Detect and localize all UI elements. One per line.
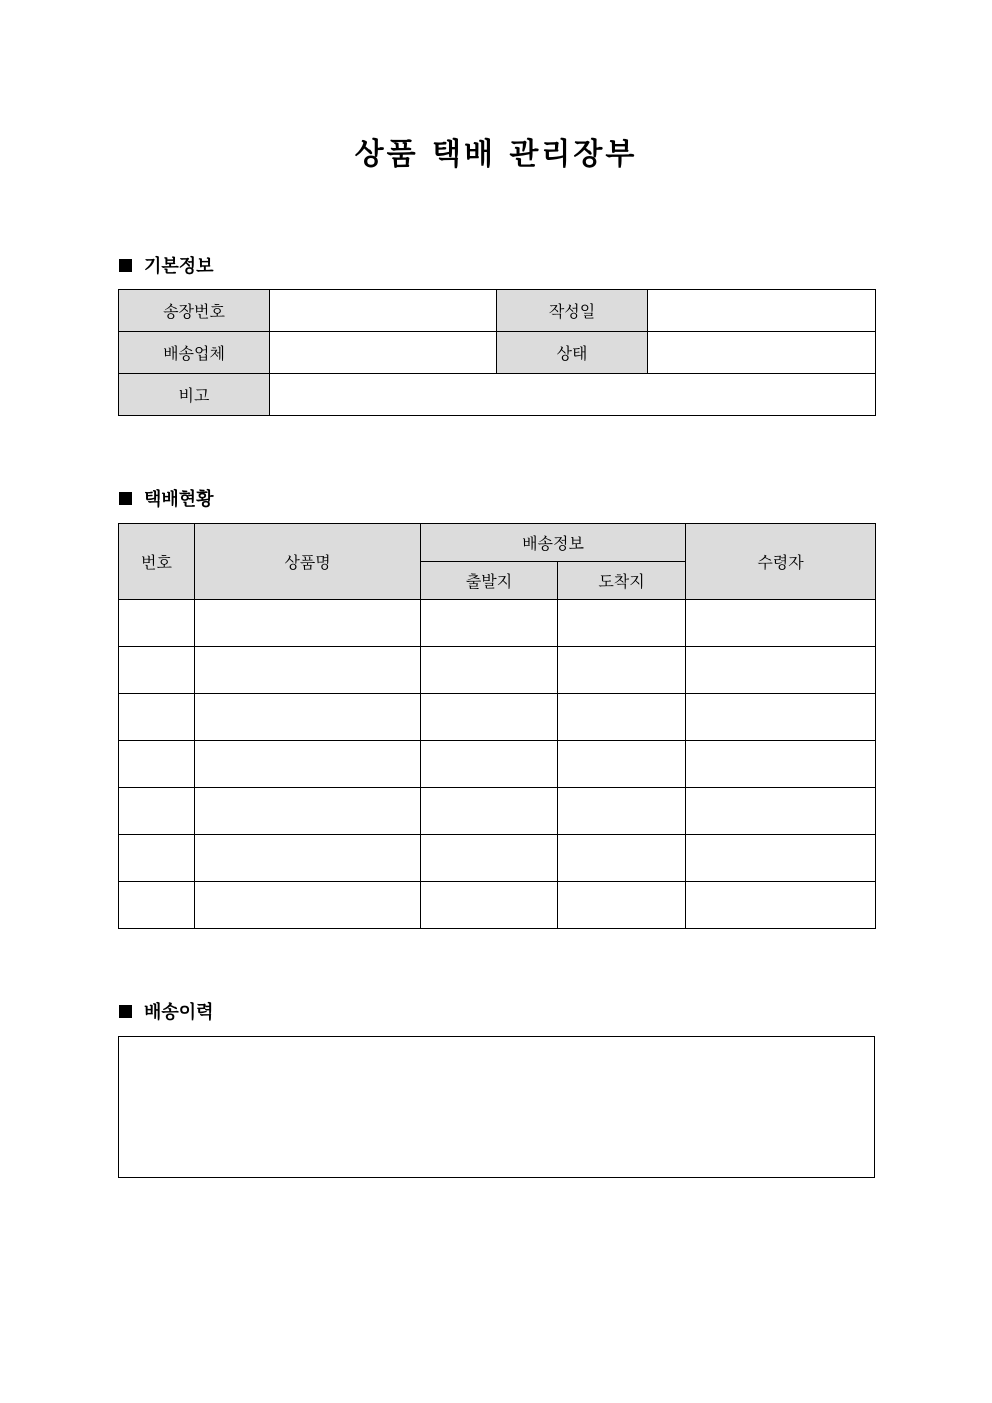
section-heading-label: 배송이력 (144, 1002, 214, 1023)
cell-origin[interactable] (421, 600, 558, 647)
invoice-number-field[interactable] (270, 290, 497, 332)
delivery-status-table (118, 523, 876, 929)
table-row (119, 835, 876, 882)
cell-number[interactable] (119, 600, 195, 647)
cell-destination[interactable] (558, 647, 686, 694)
table-row (119, 332, 876, 374)
cell-destination[interactable] (558, 600, 686, 647)
cell-product-name[interactable] (195, 600, 421, 647)
cell-number[interactable] (119, 647, 195, 694)
column-header-number: 번호 (119, 524, 195, 600)
cell-product-name[interactable] (195, 694, 421, 741)
section-heading-label: 기본정보 (144, 256, 214, 277)
cell-destination[interactable] (558, 694, 686, 741)
cell-product-name[interactable] (195, 647, 421, 694)
cell-product-name[interactable] (195, 882, 421, 929)
invoice-number-label: 송장번호 (119, 290, 270, 332)
section-heading-label: 택배현황 (144, 489, 214, 510)
cell-number[interactable] (119, 835, 195, 882)
cell-product-name[interactable] (195, 835, 421, 882)
table-row (119, 290, 876, 332)
date-written-label: 작성일 (497, 290, 648, 332)
document-title: 상품 택배 관리장부 (354, 137, 638, 172)
column-header-shipping-info: 배송정보 (421, 524, 686, 562)
table-row (119, 882, 876, 929)
section-heading-basic-info (119, 253, 214, 277)
cell-origin[interactable] (421, 788, 558, 835)
cell-origin[interactable] (421, 835, 558, 882)
basic-info-table (118, 289, 876, 416)
table-row (119, 694, 876, 741)
cell-destination[interactable] (558, 835, 686, 882)
cell-product-name[interactable] (195, 741, 421, 788)
cell-recipient[interactable] (686, 741, 876, 788)
cell-number[interactable] (119, 694, 195, 741)
cell-origin[interactable] (421, 741, 558, 788)
cell-origin[interactable] (421, 647, 558, 694)
cell-origin[interactable] (421, 694, 558, 741)
courier-field[interactable] (270, 332, 497, 374)
section-heading-delivery-status (119, 486, 214, 510)
status-field[interactable] (648, 332, 876, 374)
cell-origin[interactable] (421, 882, 558, 929)
table-header-row (119, 524, 876, 562)
table-row (119, 788, 876, 835)
remarks-label: 비고 (119, 374, 270, 416)
square-icon (119, 492, 132, 505)
cell-number[interactable] (119, 741, 195, 788)
cell-number[interactable] (119, 882, 195, 929)
column-header-product-name: 상품명 (195, 524, 421, 600)
cell-recipient[interactable] (686, 600, 876, 647)
column-header-recipient: 수령자 (686, 524, 876, 600)
cell-recipient[interactable] (686, 647, 876, 694)
cell-recipient[interactable] (686, 788, 876, 835)
cell-recipient[interactable] (686, 882, 876, 929)
section-heading-delivery-history (119, 999, 214, 1023)
cell-recipient[interactable] (686, 835, 876, 882)
cell-number[interactable] (119, 788, 195, 835)
cell-recipient[interactable] (686, 694, 876, 741)
remarks-field[interactable] (270, 374, 876, 416)
date-written-field[interactable] (648, 290, 876, 332)
cell-destination[interactable] (558, 788, 686, 835)
status-label: 상태 (497, 332, 648, 374)
table-row (119, 647, 876, 694)
table-row (119, 600, 876, 647)
column-header-destination: 도착지 (558, 562, 686, 600)
delivery-history-box[interactable] (118, 1036, 875, 1178)
square-icon (119, 1005, 132, 1018)
courier-label: 배송업체 (119, 332, 270, 374)
cell-destination[interactable] (558, 741, 686, 788)
cell-destination[interactable] (558, 882, 686, 929)
table-row (119, 374, 876, 416)
cell-product-name[interactable] (195, 788, 421, 835)
column-header-origin: 출발지 (421, 562, 558, 600)
square-icon (119, 259, 132, 272)
table-row (119, 741, 876, 788)
